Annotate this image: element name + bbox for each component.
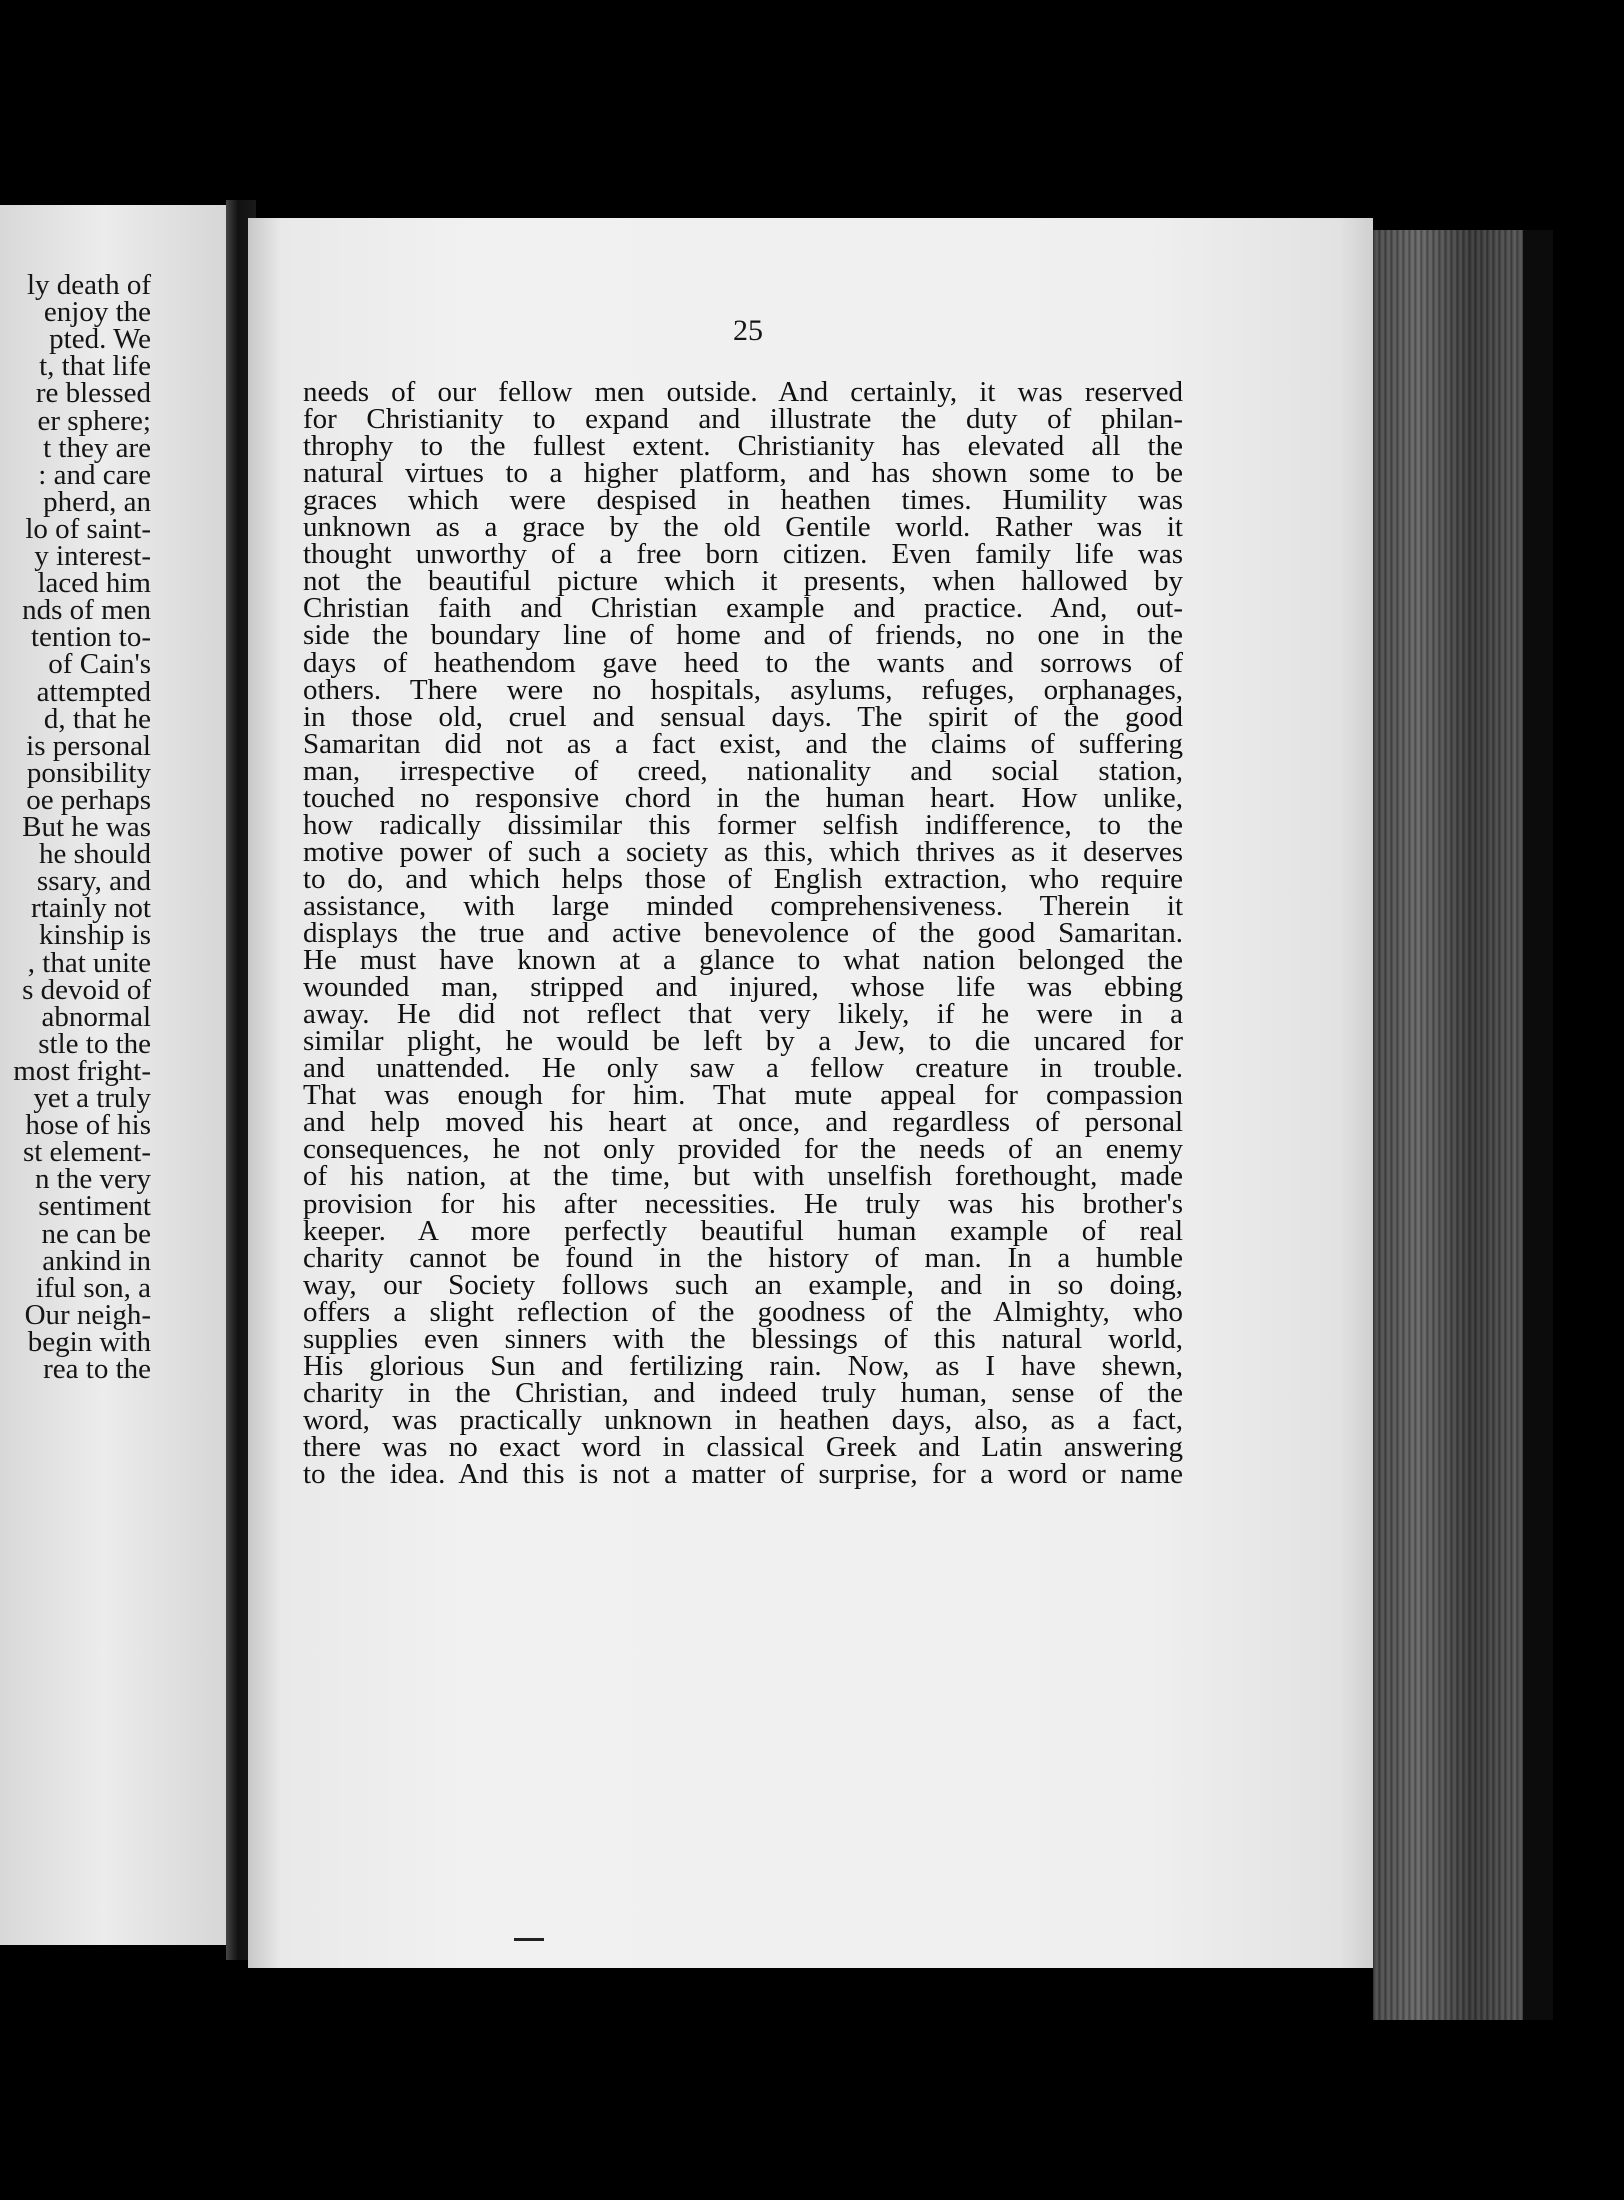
text-line: That was enough for him. That mute appeal for compassion: [303, 1079, 1183, 1112]
left-page-line: stle to the: [38, 1027, 151, 1060]
left-page-line: is personal: [26, 729, 151, 762]
text-line: He must have known at a glance to what nation belonged the: [303, 944, 1183, 977]
text-line: Samaritan did not as a fact exist, and the claims of suffering: [303, 727, 1183, 760]
text-line: provision for his after necessities. He truly was his brother's: [303, 1187, 1183, 1220]
left-page-line: lo of saint-: [25, 512, 151, 545]
text-line: touched no responsive chord in the human heart. How unlike,: [303, 781, 1183, 814]
left-page-line: rea to the: [43, 1353, 151, 1385]
left-page-line: Our neigh-: [24, 1298, 151, 1331]
left-page-line: abnormal: [41, 1000, 151, 1033]
text-line: to do, and which helps those of English extraction, who require: [303, 862, 1183, 895]
left-page-line: yet a truly: [33, 1082, 151, 1114]
text-line: graces which were despised in heathen times. Humility was: [303, 484, 1183, 517]
book-fore-edge: [1373, 230, 1553, 2020]
text-line: days of heathendom gave heed to the wants and sorrows of: [303, 646, 1183, 679]
left-page-line: tention to-: [30, 621, 151, 654]
left-page-line: re blessed: [35, 377, 151, 410]
text-line: supplies even sinners with the blessings of this natural world,: [303, 1322, 1183, 1355]
text-line: of his nation, at the time, but with unselfish forethought, made: [303, 1160, 1183, 1193]
left-page-line: t they are: [43, 431, 151, 464]
left-page-line: attempted: [36, 675, 151, 708]
text-line: natural virtues to a higher platform, and has shown some to be: [303, 457, 1183, 490]
text-line: charity in the Christian, and indeed truly human, sense of the: [303, 1376, 1183, 1409]
text-line: needs of our fellow men outside. And certainly, it was reserved: [303, 376, 1183, 408]
text-line: similar plight, he would be left by a Jew, to die uncared for: [303, 1025, 1183, 1058]
text-line: thought unworthy of a free born citizen. Even family life was: [303, 538, 1183, 571]
text-line: consequences, he not only provided for the needs of an enemy: [303, 1133, 1183, 1166]
text-line: not the beautiful picture which it presents, when hallowed by: [303, 565, 1183, 598]
printer-mark: [514, 1938, 544, 1941]
left-page-line: begin with: [27, 1325, 151, 1358]
text-line: displays the true and active benevolence of the good Samaritan.: [303, 917, 1183, 949]
left-page-line: pherd, an: [43, 485, 151, 518]
text-line: assistance, with large minded comprehensiveness. Therein it: [303, 889, 1183, 922]
left-page-line: pted. We: [49, 323, 151, 356]
left-page-line: s devoid of: [22, 973, 151, 1006]
left-page-line: iful son, a: [35, 1271, 151, 1304]
text-line: throphy to the fullest extent. Christianity has elevated all the: [303, 430, 1183, 463]
left-page-line: , that unite: [27, 946, 151, 979]
left-page-line: n the very: [35, 1163, 151, 1196]
text-line: in those old, cruel and sensual days. The spirit of the good: [303, 700, 1183, 733]
left-page-line: rtainly not: [30, 892, 151, 925]
left-page-line: hose of his: [25, 1109, 151, 1142]
text-line: word, was practically unknown in heathen days, also, as a fact,: [303, 1403, 1183, 1436]
left-page-line: kinship is: [39, 919, 151, 952]
left-page-line: t, that life: [39, 350, 151, 383]
text-line: and unattended. He only saw a fellow creature in trouble.: [303, 1052, 1183, 1085]
text-line: offers a slight reflection of the goodness of the Almighty, who: [303, 1295, 1183, 1328]
left-page-line: sentiment: [38, 1190, 151, 1223]
text-line: for Christianity to expand and illustrate the duty of philan-: [303, 403, 1183, 436]
left-page-line: ankind in: [42, 1244, 151, 1277]
left-page-line: ne can be: [41, 1217, 151, 1250]
text-line: His glorious Sun and fertilizing rain. Now, as I have shewn,: [303, 1349, 1183, 1382]
text-line: others. There were no hospitals, asylums, refuges, orphanages,: [303, 673, 1183, 706]
text-line: to the idea. And this is not a matter of surprise, for a word or name: [303, 1458, 1183, 1490]
text-line: wounded man, stripped and injured, whose life was ebbing: [303, 971, 1183, 1004]
text-line: away. He did not reflect that very likely, if he were in a: [303, 998, 1183, 1031]
book-cover-edge: [1523, 230, 1553, 2020]
text-line: side the boundary line of home and of friends, no one in the: [303, 619, 1183, 652]
text-line: Christian faith and Christian example and practice. And, out-: [303, 592, 1183, 625]
text-line: man, irrespective of creed, nationality and social station,: [303, 754, 1183, 787]
left-page-line: laced him: [37, 567, 151, 600]
text-line: way, our Society follows such an example, and in so doing,: [303, 1268, 1183, 1301]
left-page-line: enjoy the: [43, 296, 151, 329]
left-page-line: st element-: [22, 1136, 151, 1169]
main-page: [248, 218, 1373, 1968]
left-page-line: ly death of: [26, 269, 151, 301]
left-page-line: y interest-: [34, 540, 151, 572]
left-page-line: nds of men: [22, 594, 151, 627]
left-facing-page: [0, 205, 228, 1945]
page-number: 25: [733, 314, 763, 347]
text-line: unknown as a grace by the old Gentile world. Rather was it: [303, 511, 1183, 544]
text-line: how radically dissimilar this former selfish indifference, to the: [303, 808, 1183, 841]
left-page-line: : and care: [38, 458, 151, 491]
left-page-line: But he was: [22, 811, 151, 843]
left-page-line: er sphere;: [37, 404, 151, 437]
left-page-line: ssary, and: [36, 865, 151, 898]
left-page-line: of Cain's: [48, 648, 151, 681]
text-line: keeper. A more perfectly beautiful human example of real: [303, 1214, 1183, 1247]
left-page-line: most fright-: [13, 1054, 151, 1087]
text-line: motive power of such a society as this, which thrives as it deserves: [303, 835, 1183, 868]
left-page-line: ponsibility: [26, 756, 151, 789]
text-line: there was no exact word in classical Greek and Latin answering: [303, 1430, 1183, 1463]
left-page-line: oe perhaps: [26, 783, 151, 816]
left-page-line: he should: [39, 838, 151, 871]
text-line: and help moved his heart at once, and regardless of personal: [303, 1106, 1183, 1139]
left-page-line: d, that he: [43, 702, 151, 735]
text-line: charity cannot be found in the history of man. In a humble: [303, 1241, 1183, 1274]
